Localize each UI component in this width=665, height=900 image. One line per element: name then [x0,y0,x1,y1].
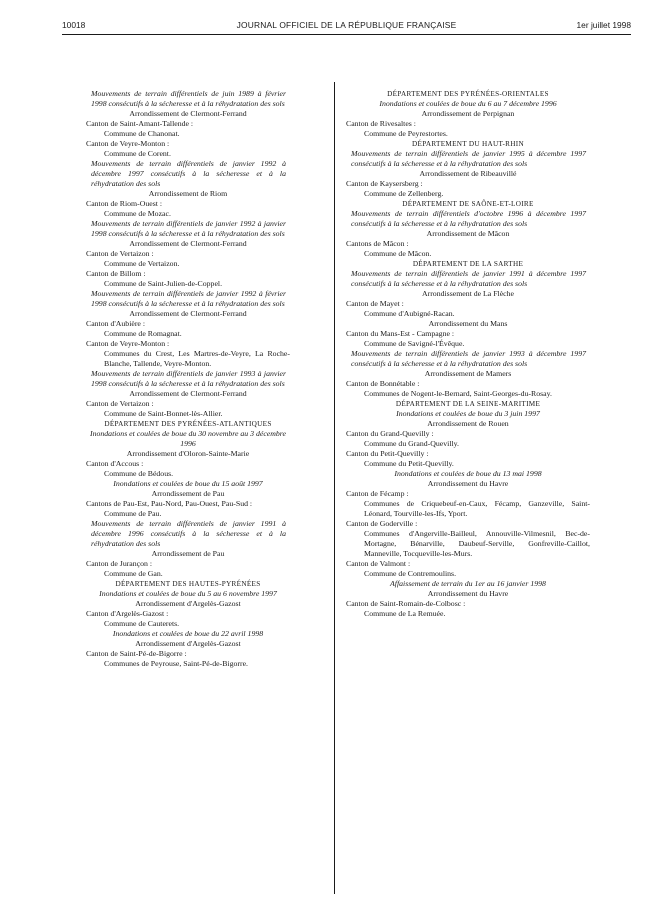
canton-label: Canton du Mans-Est - Campagne : [346,329,455,338]
arrondissement-heading: Arrondissement d'Argelès-Gazost [135,599,241,608]
event-description: Mouvements de terrain différentiels de janvier 1995 à décembre 1997 consécutifs à la sécheresse et à la réhydratation des sols [351,149,586,168]
event-description: Mouvements de terrain différentiels de janvier 1992 à février 1998 consécutifs à la sécheresse et à la réhydratation des sols [91,289,286,308]
commune-list: Commune de Gan. [104,569,163,578]
commune-list: Commune de Mâcon. [364,249,432,258]
canton-label: Cantons de Pau-Est, Pau-Nord, Pau-Ouest, Pau-Sud : [86,499,253,508]
event-description: Mouvements de terrain différentiels de janvier 1992 à janvier 1998 consécutifs à la sécheresse et à la réhydratation des sols [91,219,286,238]
canton-label: Canton de Veyre-Monton : [86,339,170,348]
commune-list: Commune de Peyrestortes. [364,129,448,138]
arrondissement-heading: Arrondissement de Pau [151,549,225,558]
commune-list: Communes d'Angerville-Bailleul, Annouville-Vilmesnil, Bec-de-Mortagne, Bénarville, Daubeuf-Serville, Gonfreville-Caillot, Manneville, Tocqueville-les-Murs. [364,529,590,558]
column-divider [334,82,335,894]
department-heading: DÉPARTEMENT DE LA SEINE-MARITIME [395,400,541,408]
department-heading: DÉPARTEMENT DE SAÔNE-ET-LOIRE [402,200,534,208]
canton-label: Canton de Rivesaltes : [346,119,416,128]
canton-label: Canton d'Aubière : [86,319,146,328]
canton-label: Canton de Vertaizon : [86,399,154,408]
canton-label: Canton de Riom-Ouest : [86,199,163,208]
right-column [346,89,590,619]
event-description: Inondations et coulées de boue du 15 août 1997 [113,479,263,488]
commune-list: Commune de Bédous. [104,469,174,478]
event-description: Inondations et coulées de boue du 3 juin 1997 [396,409,540,418]
canton-label: Canton du Grand-Quevilly : [346,429,434,438]
canton-label: Canton de Saint-Amant-Tallende : [86,119,194,128]
canton-label: Canton d'Argelès-Gazost : [86,609,169,618]
page-number: 10018 [62,20,86,30]
department-heading: DÉPARTEMENT DU HAUT-RHIN [412,140,524,148]
commune-list: Commune de Saint-Bonnet-lès-Allier. [104,409,223,418]
canton-label: Canton de Valmont : [346,559,411,568]
event-description: Inondations et coulées de boue du 5 au 6 novembre 1997 [99,589,277,598]
commune-list: Commune de Cauterets. [104,619,180,628]
department-heading: DÉPARTEMENT DES PYRÉNÉES-ATLANTIQUES [104,420,272,428]
arrondissement-heading: Arrondissement de Ribeauvillé [419,169,517,178]
event-description: Inondations et coulées de boue du 30 novembre au 3 décembre 1996 [89,429,287,448]
canton-label: Canton d'Accous : [86,459,144,468]
canton-label: Canton de Saint-Romain-de-Colbosc : [346,599,466,608]
canton-label: Canton de Vertaizon : [86,249,154,258]
event-description: Mouvements de terrain différentiels de janvier 1991 à décembre 1997 consécutifs à la sécheresse et à la réhydratation des sols [351,269,586,288]
event-description: Inondations et coulées de boue du 22 avril 1998 [112,629,264,638]
arrondissement-heading: Arrondissement de Mamers [424,369,512,378]
arrondissement-heading: Arrondissement de Riom [148,189,228,198]
canton-label: Canton de Billom : [86,269,146,278]
page-header [62,20,631,34]
canton-label: Canton de Veyre-Monton : [86,139,170,148]
commune-list: Communes de Nogent-le-Bernard, Saint-Georges-du-Rosay. [364,389,552,398]
canton-label: Canton de Bonnétable : [346,379,420,388]
arrondissement-heading: Arrondissement de Clermont-Ferrand [129,309,247,318]
arrondissement-heading: Arrondissement du Mans [428,319,508,328]
department-heading: DÉPARTEMENT DES HAUTES-PYRÉNÉES [115,580,261,588]
canton-label: Canton de Mayet : [346,299,404,308]
arrondissement-heading: Arrondissement de Clermont-Ferrand [129,239,247,248]
canton-label: Canton de Fécamp : [346,489,409,498]
arrondissement-heading: Arrondissement de Perpignan [421,109,515,118]
arrondissement-heading: Arrondissement d'Argelès-Gazost [135,639,241,648]
commune-list: Communes de Criquebeuf-en-Caux, Fécamp, Ganzeville, Saint-Léonard, Tourville-les-Ifs, Yport. [364,499,590,518]
event-description: Inondations et coulées de boue du 13 mai 1998 [394,469,542,478]
department-heading: DÉPARTEMENT DE LA SARTHE [412,260,524,268]
event-description: Mouvements de terrain différentiels de janvier 1991 à décembre 1996 consécutifs à la sécheresse et à la réhydratation des sols [91,519,286,548]
arrondissement-heading: Arrondissement de Pau [151,489,225,498]
left-column [86,89,290,669]
arrondissement-heading: Arrondissement de Mâcon [426,229,510,238]
commune-list: Commune du Petit-Quevilly. [364,459,454,468]
event-description: Mouvements de terrain différentiels de janvier 1993 à janvier 1998 consécutifs à la sécheresse et à la réhydratation des sols [91,369,286,388]
arrondissement-heading: Arrondissement du Havre [427,479,509,488]
canton-label: Canton de Saint-Pé-de-Bigorre : [86,649,187,658]
event-description: Mouvements de terrain différentiels de janvier 1992 à décembre 1997 consécutifs à la sécheresse et à la réhydratation des sols [91,159,286,188]
commune-list: Commune de Zellenberg. [364,189,444,198]
arrondissement-heading: Arrondissement de Clermont-Ferrand [129,389,247,398]
arrondissement-heading: Arrondissement de La Flèche [421,289,515,298]
arrondissement-heading: Arrondissement du Havre [427,589,509,598]
event-description: Mouvements de terrain différentiels de janvier 1993 à décembre 1997 consécutifs à la sécheresse et à la réhydratation des sols [351,349,586,368]
commune-list: Commune de Savigné-l'Évêque. [364,339,465,348]
journal-title: JOURNAL OFFICIEL DE LA RÉPUBLIQUE FRANÇAISE [236,20,457,30]
event-description: Mouvements de terrain différentiels d'octobre 1996 à décembre 1997 consécutifs à la sécheresse et à la réhydratation des sols [351,209,586,228]
canton-label: Canton de Goderville : [346,519,418,528]
commune-list: Commune d'Aubigné-Racan. [364,309,455,318]
commune-list: Commune du Grand-Quevilly. [364,439,459,448]
canton-label: Canton de Kaysersberg : [346,179,423,188]
canton-label: Canton de Jurançon : [86,559,153,568]
event-description: Inondations et coulées de boue du 6 au 7 décembre 1996 [379,99,557,108]
commune-list: Communes du Crest, Les Martres-de-Veyre, La Roche-Blanche, Tallende, Veyre-Monton. [104,349,290,368]
canton-label: Canton du Petit-Quevilly : [346,449,429,458]
commune-list: Commune de Vertaizon. [104,259,180,268]
commune-list: Commune de Romagnat. [104,329,182,338]
event-description: Affaissement de terrain du 1er au 16 janvier 1998 [390,579,546,588]
commune-list: Commune de Pau. [104,509,162,518]
commune-list: Communes de Peyrouse, Saint-Pé-de-Bigorre. [104,659,248,668]
commune-list: Commune de Mozac. [104,209,171,218]
commune-list: Commune de La Remuée. [364,609,446,618]
commune-list: Commune de Contremoulins. [364,569,457,578]
department-heading: DÉPARTEMENT DES PYRÉNÉES-ORIENTALES [387,90,549,98]
commune-list: Commune de Corent. [104,149,171,158]
arrondissement-heading: Arrondissement de Rouen [427,419,509,428]
commune-list: Commune de Saint-Julien-de-Coppel. [104,279,223,288]
canton-label: Cantons de Mâcon : [346,239,409,248]
arrondissement-heading: Arrondissement de Clermont-Ferrand [129,109,247,118]
event-description: Mouvements de terrain différentiels de juin 1989 à février 1998 consécutifs à la sécheresse et à la réhydratation des sols [91,89,286,108]
arrondissement-heading: Arrondissement d'Oloron-Sainte-Marie [126,449,250,458]
header-rule [62,34,631,35]
commune-list: Commune de Chanonat. [104,129,180,138]
issue-date: 1er juillet 1998 [576,20,631,30]
